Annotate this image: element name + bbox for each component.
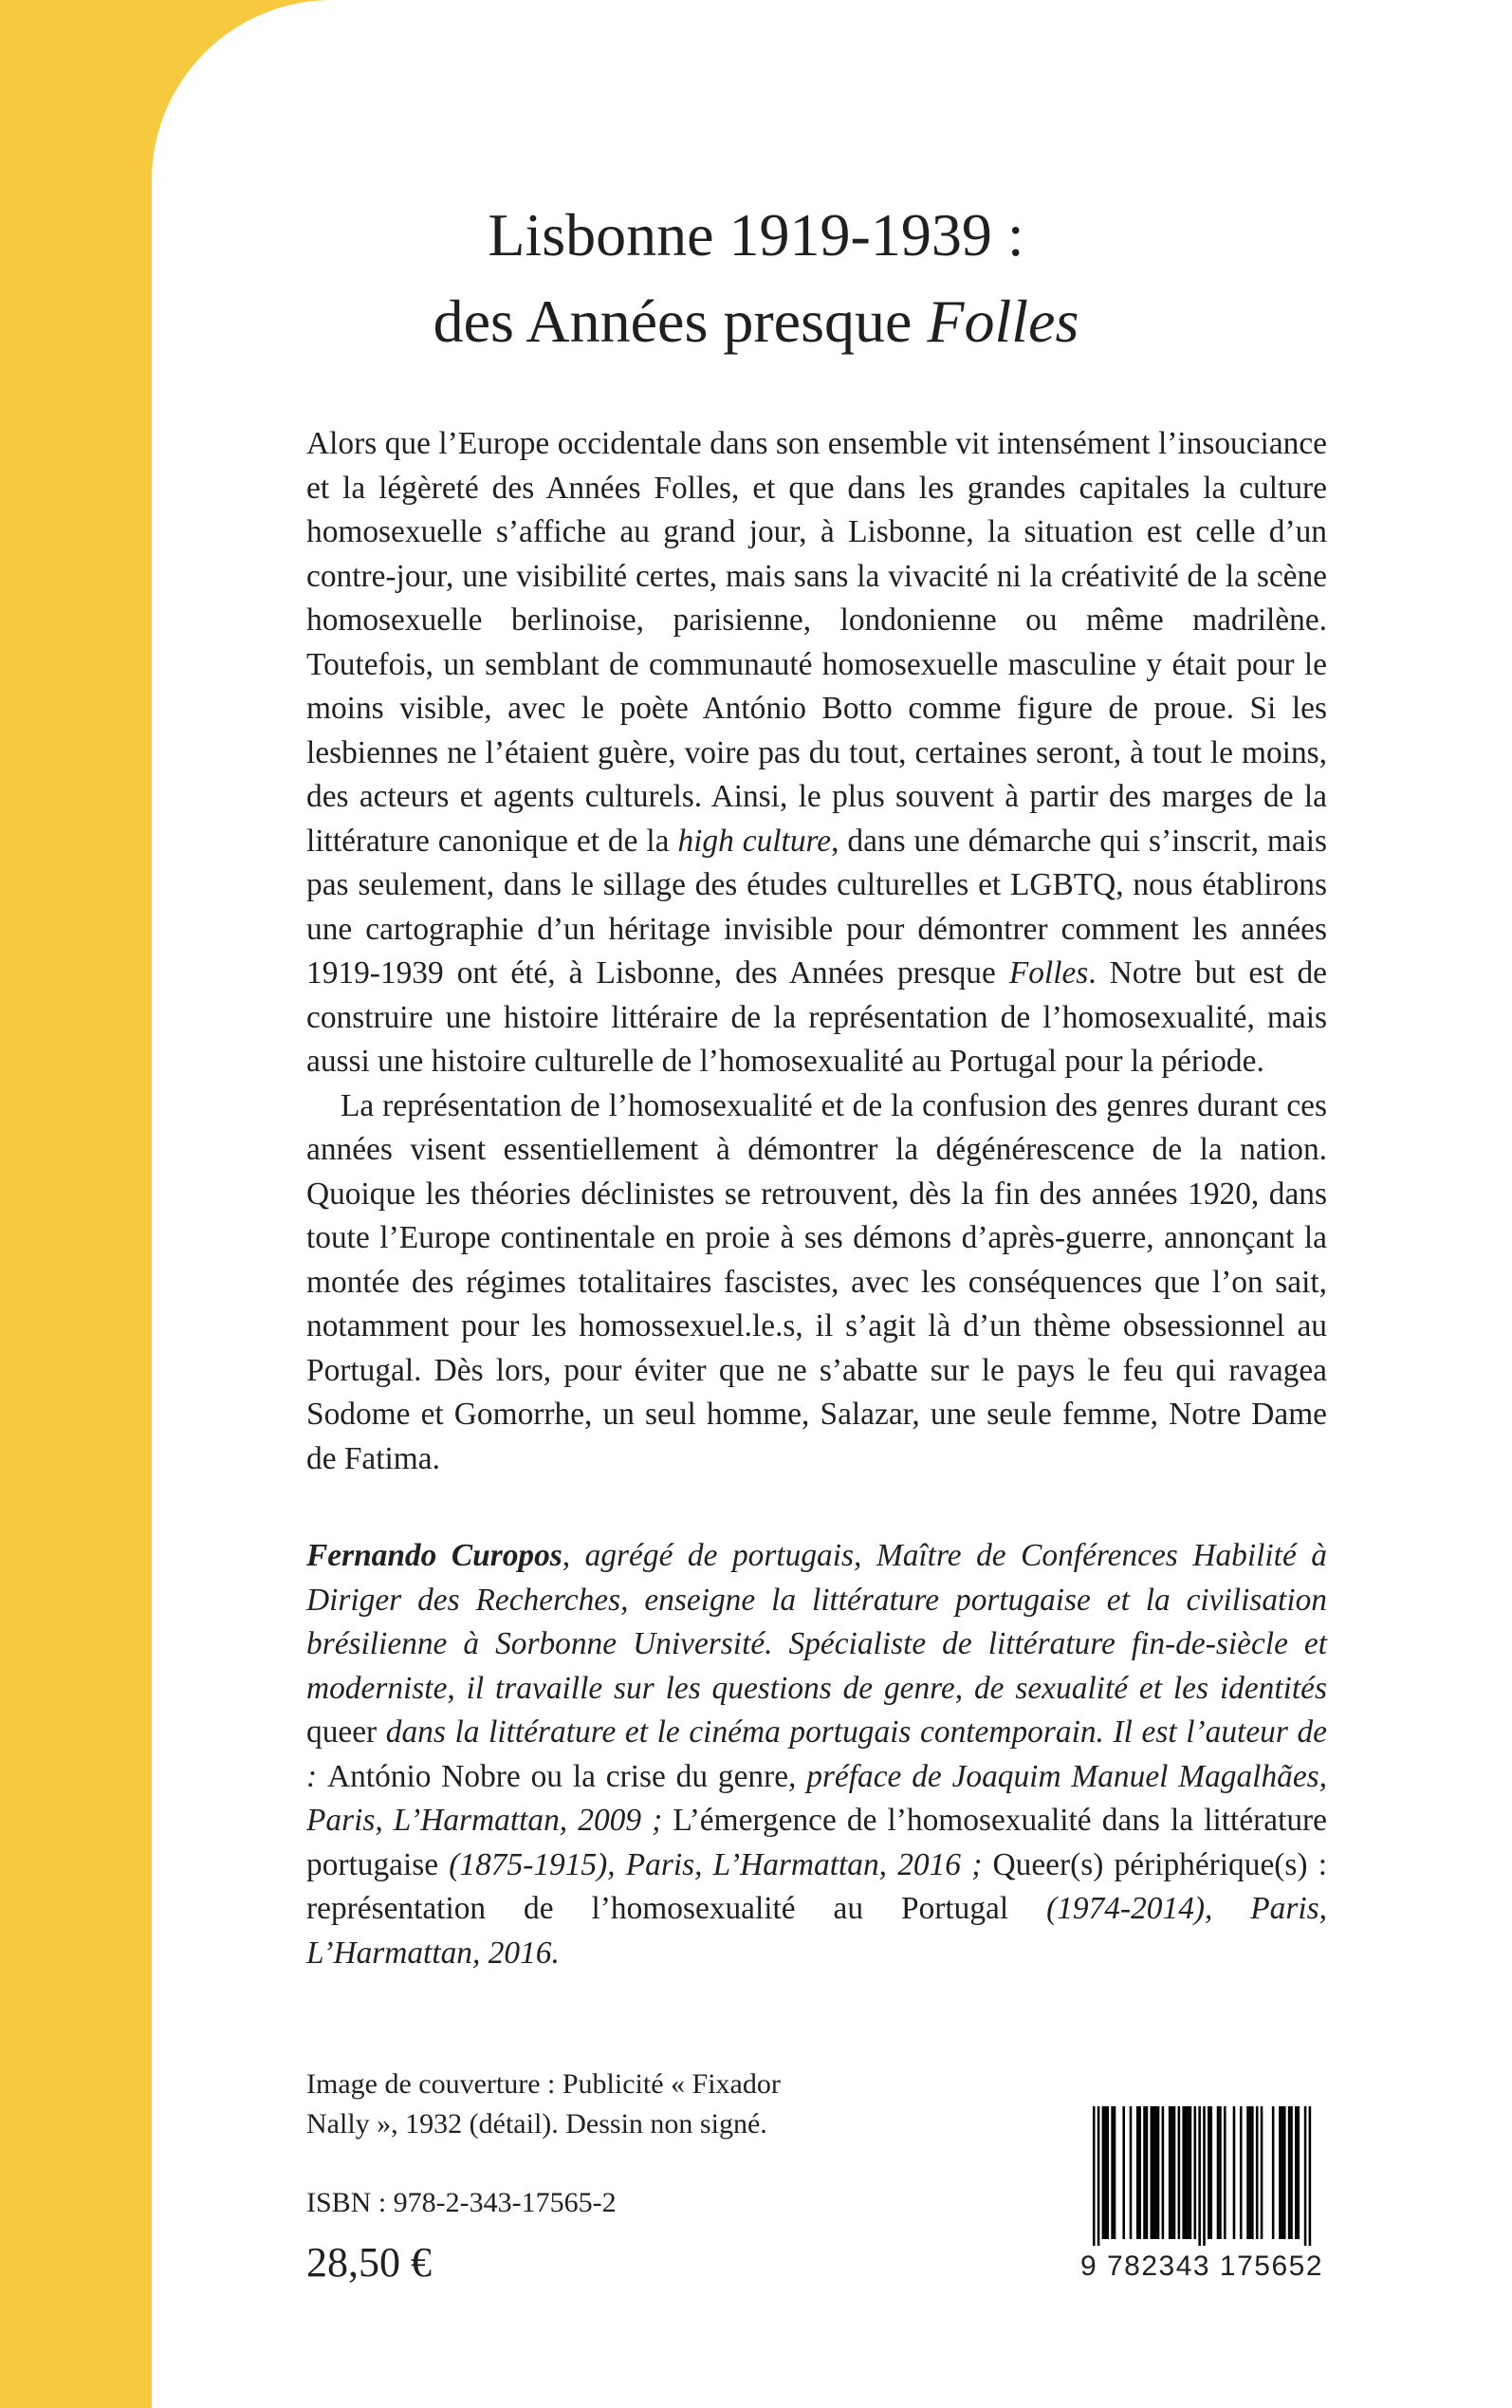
barcode-bar bbox=[1290, 2106, 1293, 2239]
barcode-bar bbox=[1104, 2106, 1107, 2239]
barcode-bar bbox=[1185, 2106, 1188, 2239]
title-line-2 bbox=[190, 278, 1322, 364]
book-summary bbox=[306, 422, 1327, 1481]
isbn: ISBN : 978-2-343-17565-2 bbox=[306, 2187, 617, 2218]
barcode-bar bbox=[1111, 2106, 1114, 2239]
barcode-bar bbox=[1189, 2106, 1192, 2239]
barcode-bar bbox=[1187, 2106, 1189, 2239]
barcode-bar bbox=[1152, 2106, 1155, 2239]
summary-italic: Folles bbox=[1008, 955, 1089, 991]
barcode-bar bbox=[1256, 2106, 1259, 2239]
barcode-bar bbox=[1261, 2106, 1263, 2239]
author-name: Fernando Curopos bbox=[306, 1538, 562, 1573]
barcode-bar bbox=[1198, 2106, 1201, 2246]
bio-book-title: António Nobre ou la crise du genre bbox=[326, 1758, 789, 1794]
summary-paragraph-2: La représentation de l’homosexualité et de la confusion des genres durant ces années visent essentiellement à démontrer la dégénérescence de la nation. Quoique les théories déclinistes se retrouvent, dès la fin des années 1920, dans toute l’Europe continentale en proie à ses démons d’après-guerre, annonçant la montée des régimes totalitaires fascistes, avec les conséquences que l’on sait, notamment pour les homossexuel.le.s, il s’agit là d’un thème obsessionnel au Portugal. Dès lors, pour éviter que ne s’abatte sur le pays le feu qui ravagea Sodome et Gomorrhe, un seul homme, Salazar, une seule femme, Notre Dame de Fatima. bbox=[306, 1087, 1327, 1476]
bio-text: (1875-1915), Paris, L’Harmattan, 2016 ; bbox=[438, 1846, 993, 1882]
barcode-bar bbox=[1157, 2106, 1160, 2239]
title-line-2-text: des Années presque bbox=[433, 287, 928, 355]
summary-text: Alors que l’Europe occidentale dans son ensemble vit intensément l’insouciance et la légèreté des Années Folles, et que dans les grandes capitales la culture homosexuelle s’affiche au grand jour, à Lisbonne, la situation est celle d’un contre-jour, une visibilité certes, mais sans la vivacité ni la créativité de la scène homosexuelle berlinoise, parisienne, londonienne ou même madrilène. Toutefois, un semblant de communauté homosexuelle masculine y était pour le moins visible, avec le poète António Botto comme figure de proue. Si les lesbiennes ne l’étaient guère, voire pas du tout, certaines seront, à tout le moins, des acteurs et agents culturels. Ainsi, le plus souvent à partir des marges de la littérature canonique et de la bbox=[306, 426, 1327, 859]
barcode bbox=[1077, 2106, 1327, 2246]
barcode-bar bbox=[1102, 2106, 1105, 2239]
summary-paragraph-1 bbox=[306, 422, 1327, 1084]
barcode-bar bbox=[1106, 2106, 1109, 2239]
barcode-bar bbox=[1282, 2106, 1284, 2239]
barcode-bar bbox=[1279, 2106, 1282, 2239]
barcode-bar bbox=[1288, 2106, 1291, 2239]
barcode-bar bbox=[1249, 2106, 1252, 2239]
barcode-bar bbox=[1272, 2106, 1275, 2239]
barcode-bar bbox=[1224, 2106, 1226, 2239]
barcode-digits: 9 782343 175652 bbox=[1079, 2251, 1324, 2282]
barcode-bar bbox=[1182, 2106, 1185, 2239]
barcode-bar bbox=[1194, 2106, 1197, 2239]
barcode-bar bbox=[1136, 2106, 1139, 2239]
barcode-bar bbox=[1203, 2106, 1206, 2246]
author-bio bbox=[306, 1534, 1327, 1975]
barcode-bar bbox=[1246, 2106, 1249, 2239]
barcode-bar bbox=[1169, 2106, 1171, 2239]
barcode-bar bbox=[1093, 2106, 1096, 2246]
barcode-bar bbox=[1114, 2106, 1116, 2239]
barcode-bar bbox=[1208, 2106, 1210, 2239]
barcode-bar bbox=[1171, 2106, 1173, 2239]
cover-image-credit: Image de couverture : Publicité « Fixador Nally », 1932 (détail). Dessin non signé. bbox=[306, 2068, 781, 2139]
barcode-bar bbox=[1122, 2106, 1125, 2239]
barcode-bar bbox=[1298, 2106, 1300, 2239]
barcode-bar bbox=[1151, 2106, 1153, 2239]
barcode-bar bbox=[1240, 2106, 1243, 2239]
barcode-bar bbox=[1130, 2106, 1133, 2239]
book-title bbox=[190, 192, 1322, 364]
summary-italic: high culture bbox=[677, 823, 832, 859]
summary-text: . Notre but est de construire une histoire littéraire de la représentation de l’homosexualité, mais aussi une histoire culturelle de l’homosexualité au Portugal pour la période. bbox=[306, 955, 1328, 1079]
title-line-1: Lisbonne 1919-1939 : bbox=[488, 201, 1024, 269]
barcode-bar bbox=[1209, 2106, 1212, 2239]
barcode-bar bbox=[1217, 2106, 1220, 2239]
barcode-bar bbox=[1233, 2106, 1236, 2239]
barcode-bar bbox=[1178, 2106, 1181, 2239]
barcode-bar bbox=[1173, 2106, 1176, 2239]
barcode-bar bbox=[1283, 2106, 1286, 2239]
barcode-bar bbox=[1304, 2106, 1307, 2246]
price: 28,50 € bbox=[306, 2239, 432, 2286]
barcode-bar bbox=[1154, 2106, 1157, 2239]
bio-text: , préface de Joaquim Manuel Magalhães, Paris, L’Harmattan, 2009 ; bbox=[306, 1758, 1328, 1838]
bio-text: (1974-2014), Paris, L’Harmattan, 2016. bbox=[306, 1891, 1327, 1971]
barcode-bar bbox=[1162, 2106, 1165, 2239]
barcode-bar bbox=[1097, 2106, 1100, 2246]
barcode-bar bbox=[1295, 2106, 1298, 2239]
bio-book-title: L’émergence de l’homosexualité dans la littérature portugaise bbox=[306, 1803, 1327, 1882]
barcode-bar bbox=[1143, 2106, 1146, 2239]
barcode-bar bbox=[1138, 2106, 1141, 2239]
bio-text: , agrégé de portugais, Maître de Conférences Habilité à Diriger des Recherches, enseigne la littérature portugaise et la civilisation brésilienne à Sorbonne Université. Spécialiste de littérature fin-de-siècle et moderniste, il travaille sur les questions de genre, de sexualité et les identités bbox=[306, 1538, 1328, 1706]
barcode-bar bbox=[1309, 2106, 1312, 2246]
barcode-bar bbox=[1146, 2106, 1149, 2239]
summary-text: , dans une démarche qui s’inscrit, mais pas seulement, dans le sillage des études culturelles et LGBTQ, nous établirons une cartographie d’un héritage invisible pour démontrer comment les années 1919-1939 ont été, à Lisbonne, des Années presque bbox=[306, 823, 1327, 991]
barcode-bar bbox=[1251, 2106, 1254, 2239]
barcode-bar bbox=[1219, 2106, 1222, 2239]
title-italic-word: Folles bbox=[927, 287, 1079, 355]
bio-upright: queer bbox=[306, 1714, 378, 1750]
bio-book-title: Queer(s) périphérique(s) : représentation de l’homosexualité au Portugal bbox=[306, 1846, 1327, 1926]
bio-text: dans la littérature et le cinéma portugais contemporain. Il est l’auteur de : bbox=[306, 1714, 1327, 1794]
